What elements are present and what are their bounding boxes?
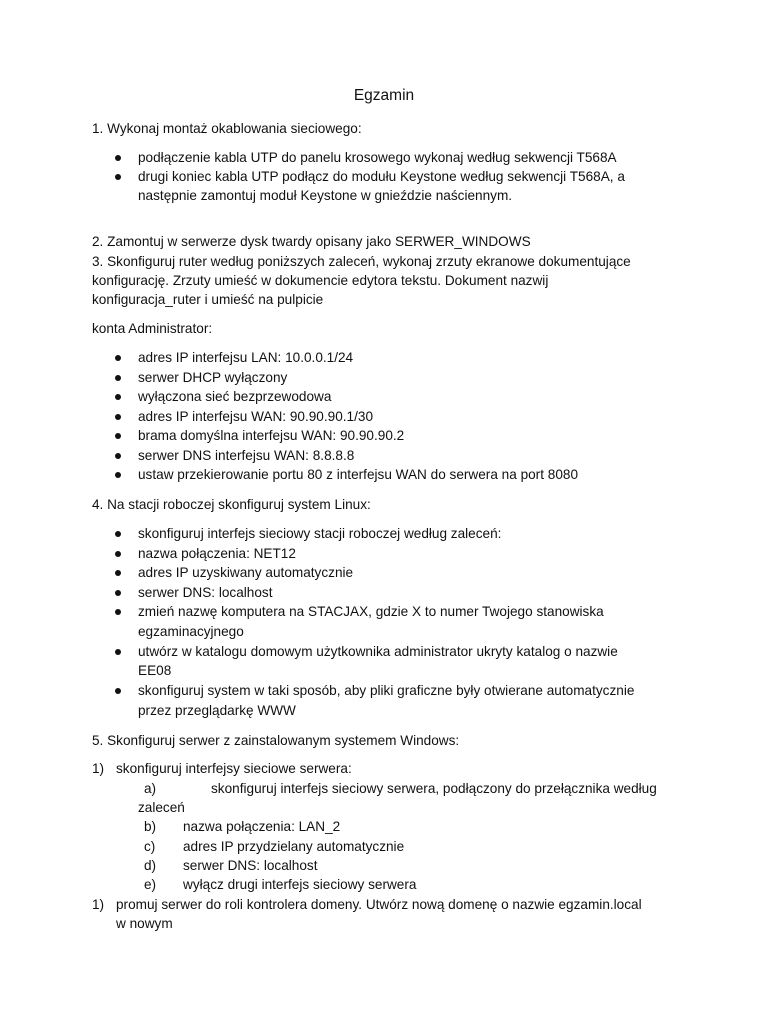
linux-bullet-2: nazwa połączenia: NET12 <box>138 546 296 561</box>
section-3-line-3: konfiguracja_ruter i umieść na pulpicie <box>92 292 324 307</box>
section-1-heading: 1. Wykonaj montaż okablowania sieciowego: <box>92 121 362 136</box>
sub-item-c: adres IP przydzielany automatycznie <box>183 839 405 854</box>
router-bullet-5: brama domyślna interfejsu WAN: 90.90.90.2 <box>138 428 405 443</box>
section-3-line-2: konfigurację. Zrzuty umieść w dokumencie edytora tekstu. Dokument nazwij <box>92 273 549 288</box>
bullet-icon <box>115 649 121 655</box>
linux-bullet-4: serwer DNS: localhost <box>138 585 273 600</box>
linux-bullet-1: skonfiguruj interfejs sieciowy stacji roboczej według zaleceń: <box>138 526 502 541</box>
bullet-icon <box>115 355 121 361</box>
sub-item-letter-c: c) <box>144 839 156 854</box>
bullet-icon <box>115 609 121 615</box>
linux-bullet-7-line-1: skonfiguruj system w taki sposób, aby pliki graficzne były otwierane automatycznie <box>138 683 635 698</box>
bullet-icon <box>115 174 121 180</box>
router-bullet-1: adres IP interfejsu LAN: 10.0.0.1/24 <box>138 350 354 365</box>
list-number: 1) <box>92 897 105 912</box>
router-bullet-6: serwer DNS interfejsu WAN: 8.8.8.8 <box>138 448 355 463</box>
sub-item-letter-d: d) <box>144 858 157 873</box>
router-bullet-2: serwer DHCP wyłączony <box>138 370 288 385</box>
document-title: Egzamin <box>353 87 415 104</box>
sub-item-a-line-2: zaleceń <box>138 800 185 815</box>
sub-item-e: wyłącz drugi interfejs sieciowy serwera <box>183 877 417 892</box>
router-bullet-3: wyłączona sieć bezprzewodowa <box>138 389 332 404</box>
server-item-2-line-2: w nowym <box>116 916 173 931</box>
sub-item-a-line-1: skonfiguruj interfejs sieciowy serwera, podłączony do przełącznika według <box>211 781 657 796</box>
bullet-icon <box>115 453 121 459</box>
section-1-bullet-2-line-1: drugi koniec kabla UTP podłącz do modułu Keystone według sekwencji T568A, a <box>138 169 625 184</box>
linux-bullet-7-line-2: przez przeglądarkę WWW <box>138 703 296 718</box>
sub-item-letter-a: a) <box>144 781 157 796</box>
linux-bullet-3: adres IP uzyskiwany automatycznie <box>138 565 354 580</box>
sub-item-d: serwer DNS: localhost <box>183 858 318 873</box>
linux-bullet-5-line-2: egzaminacyjnego <box>138 624 244 639</box>
section-5-heading: 5. Skonfiguruj serwer z zainstalowanym systemem Windows: <box>92 733 460 748</box>
section-2-text: 2. Zamontuj w serwerze dysk twardy opisany jako SERWER_WINDOWS <box>92 234 531 249</box>
section-3-line-4: konta Administrator: <box>92 321 213 336</box>
sub-item-b: nazwa połączenia: LAN_2 <box>183 819 341 834</box>
linux-bullet-6-line-2: EE08 <box>138 663 172 678</box>
linux-bullet-6-line-1: utwórz w katalogu domowym użytkownika administrator ukryty katalog o nazwie <box>138 644 618 659</box>
bullet-icon <box>115 394 121 400</box>
bullet-icon <box>115 688 121 694</box>
sub-item-letter-b: b) <box>144 819 157 834</box>
router-bullet-4: adres IP interfejsu WAN: 90.90.90.1/30 <box>138 409 374 424</box>
bullet-icon <box>115 570 121 576</box>
bullet-icon <box>115 531 121 537</box>
bullet-icon <box>115 590 121 596</box>
router-bullet-7: ustaw przekierowanie portu 80 z interfejsu WAN do serwera na port 8080 <box>138 467 579 482</box>
section-1-bullet-1: podłączenie kabla UTP do panelu krosowego wykonaj według sekwencji T568A <box>138 150 617 165</box>
section-3-line-1: 3. Skonfiguruj ruter według poniższych zaleceń, wykonaj zrzuty ekranowe dokumentujące <box>92 254 631 269</box>
section-4-heading: 4. Na stacji roboczej skonfiguruj system Linux: <box>92 497 371 512</box>
section-1-bullet-2-line-2: następnie zamontuj moduł Keystone w gnieździe naściennym. <box>138 188 513 203</box>
bullet-icon <box>115 433 121 439</box>
bullet-icon <box>115 414 121 420</box>
linux-bullet-5-line-1: zmień nazwę komputera na STACJAX, gdzie X to numer Twojego stanowiska <box>138 604 604 619</box>
bullet-icon <box>115 375 121 381</box>
bullet-icon <box>115 472 121 478</box>
sub-item-letter-e: e) <box>144 877 157 892</box>
server-item-2-line-1: promuj serwer do roli kontrolera domeny. Utwórz nową domenę o nazwie egzamin.local <box>116 897 642 912</box>
bullet-icon <box>115 551 121 557</box>
bullet-icon <box>115 155 121 161</box>
list-number: 1) <box>92 761 105 776</box>
server-item-1: skonfiguruj interfejsy sieciowe serwera: <box>116 761 352 776</box>
